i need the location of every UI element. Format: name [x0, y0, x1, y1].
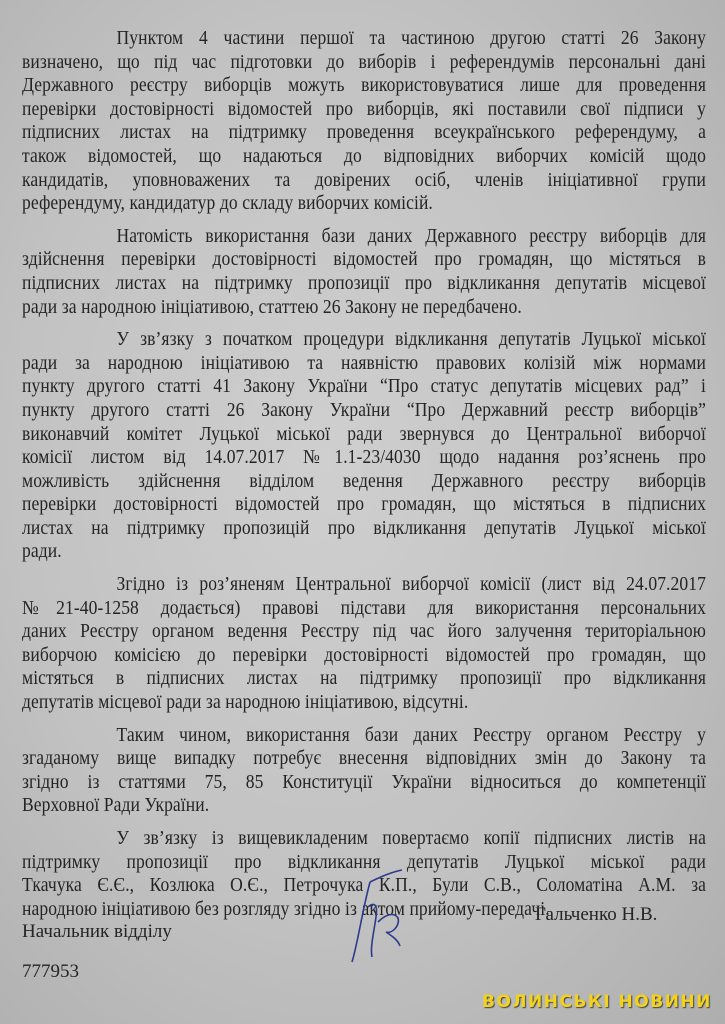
text-line: комісії листом від 14.07.2017 №1.1-23/4030 щодо надання роз’яснень про: [22, 447, 706, 469]
paragraph: [22, 573, 706, 715]
text-line: даних Реєстру органом ведення Реєстру під час його залучення територіальною: [22, 621, 706, 643]
signer-name: Гальченко Н.В.: [535, 904, 658, 925]
text-line: ради.: [22, 541, 62, 563]
text-line: ради за народною ініціативою та наявністю правових колізій між нормами: [22, 352, 706, 374]
text-line: також відомостей, що надаються до відповідних виборчих комісій щодо: [22, 145, 706, 167]
text-line: Таким чином, використання бази даних Реєстру органом Реєстру у: [116, 724, 706, 746]
text-line: Згідно із роз’яненям Центральної виборчої комісії (лист від 24.07.2017: [116, 574, 706, 596]
text-line: підписних листах на підтримку проведення всеукраїнського референдуму, а: [22, 122, 706, 144]
text-line: визначено, що під час підготовки до виборів і референдумів персональні дані: [22, 51, 706, 73]
text-line: референдуму, кандидатур до складу виборчих комісій.: [22, 193, 433, 215]
handwritten-signature: [340, 862, 420, 972]
text-line: можливість здійснення відділом ведення Державного реєстру виборців: [22, 470, 706, 492]
text-line: містяться в підписних листах на підтримку пропозиції про відкликання: [22, 668, 706, 690]
text-line: У зв’язку з початком процедури відкликання депутатів Луцької міської: [116, 329, 706, 351]
text-line: пункту другого статті 26 Закону України “Про Державний реєстр виборців”: [22, 399, 706, 421]
text-line: Державного реєстру виборців можуть використовуватися лише для проведення: [22, 75, 706, 97]
text-line: Верховної Ради України.: [22, 795, 210, 817]
document-body: [22, 27, 706, 930]
text-line: Натомість використання бази даних Державного реєстру виборців для: [116, 225, 706, 247]
paragraph: [22, 225, 706, 319]
text-line: листах на підтримку пропозицій про відкликання депутатів Луцької міської: [22, 517, 706, 539]
text-line: ради за народною ініціативою, статтею 26 Закону не передбачено.: [22, 296, 522, 318]
signer-position: Начальник відділу: [22, 921, 172, 942]
text-line: згаданому вище випадку потребує внесення відповідних змін до Закону та: [22, 748, 706, 770]
text-line: №21-40-1258 додається) правові підстави для використання персональних: [22, 597, 706, 619]
text-line: підписних листах на підтримку пропозиції про відкликання депутатів місцевої: [22, 272, 706, 294]
text-line: виборчою комісією до перевірки достовірності відомостей про громадян, що: [22, 644, 706, 666]
text-line: перевірки достовірності відомостей про виборців, які поставили свої підписи у: [22, 98, 706, 120]
text-line: народною ініціативою без розгляду згідно із актом прийому-передачі.: [22, 898, 550, 920]
watermark-logo: ВОЛИНСЬКІ НОВИНИ: [482, 992, 712, 1012]
text-line: Ткачука Є.Є., Козлюка О.Є., Петрочука К.П., Були С.В., Соломатіна А.М. за: [22, 875, 706, 897]
paragraph: [22, 724, 706, 818]
text-line: кандидатів, уповноважених та довірених осіб, членів ініціативної групи: [22, 169, 706, 191]
document-number: 777953: [22, 961, 79, 982]
text-line: згідно із статтями 75, 85 Конституції України відноситься до компетенції: [22, 771, 706, 793]
text-line: підтримку пропозиції про відкликання депутатів Луцької міської ради: [22, 851, 706, 873]
paragraph: [22, 27, 706, 216]
text-line: виконавчий комітет Луцької міської ради звернувся до Центральної виборчої: [22, 423, 706, 445]
text-line: депутатів місцевої ради за народною ініціативою, відсутні.: [22, 692, 469, 714]
paragraph: [22, 328, 706, 564]
text-line: перевірки достовірності відомостей про громадян, що містяться в підписних: [22, 494, 706, 516]
text-line: Пунктом 4 частини першої та частиною другою статті 26 Закону: [116, 28, 706, 49]
text-line: У зв’язку із вищевикладеним повертаємо копії підписних листів на: [116, 828, 706, 849]
text-line: здійснення перевірки достовірності відомостей про громадян, що містяться в: [22, 249, 706, 271]
text-line: пункту другого статті 41 Закону України “Про статус депутатів місцевих рад” і: [22, 376, 706, 398]
